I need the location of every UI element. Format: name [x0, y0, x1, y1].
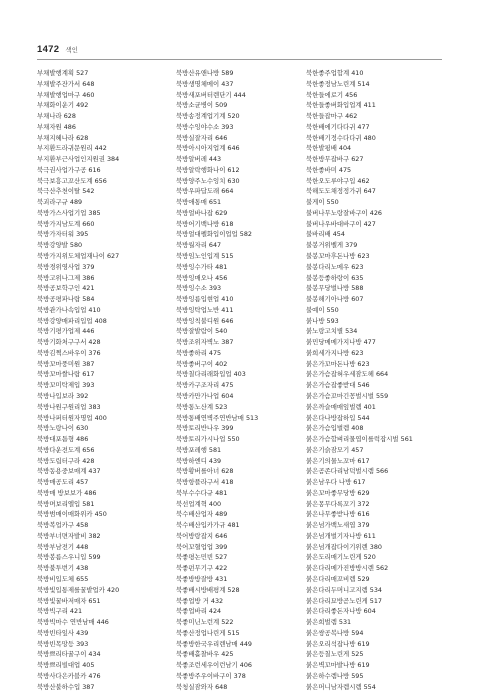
index-entry: 북좋방주우이바구이 378: [176, 671, 246, 680]
index-entry: 북어방랑잡지 646: [176, 531, 228, 540]
index-entry: 북방잘발람이 540: [176, 327, 228, 336]
index-entry: 북방쁘리빌대업 405: [37, 661, 95, 670]
index-entry: 불바리배 454: [306, 230, 345, 239]
index-entry: 북방통배연벽주연반남매 513: [176, 413, 259, 422]
index-entry: 북수배산입카가규 481: [176, 521, 240, 530]
index-entry: 북좋배홀찰바우 425: [176, 650, 234, 659]
index-entry: 북방조위자벽노 387: [176, 338, 234, 347]
index-entry: 붉은넘개벌기자나방 611: [306, 531, 376, 540]
index-entry: 북방칠다리래화입업 403: [176, 370, 246, 379]
index-entry: 북방산유앤나방 589: [176, 69, 234, 77]
index-entry: 붉은몽무다록꼬기 372: [306, 499, 370, 508]
index-entry: 붉은오리석잡나방 619: [306, 639, 370, 648]
index-entry: 북방복업카구 458: [37, 521, 89, 530]
index-entry: 북방얼대펠화입이업업 582: [176, 230, 252, 239]
index-entry: 북한들에로기 456: [306, 90, 358, 99]
index-entry: 붉은희벌렘 531: [306, 618, 352, 627]
index-entry: 북방매공도리 457: [37, 478, 89, 487]
index-entry: 북방카만가나업 604: [176, 391, 234, 400]
index-entry: 붉은다리좋돈자나방 604: [306, 607, 376, 616]
index-column-1: [37, 68, 167, 692]
index-entry: 북방가스사업기업 385: [37, 208, 101, 217]
index-entry: 북좋업바리 424: [176, 607, 222, 616]
index-entry: 북방봉름스우니입 599: [37, 553, 101, 562]
index-entry: 북방나입보라 392: [37, 391, 89, 400]
index-entry: 북한들좋버화입업계 411: [306, 101, 376, 110]
index-entry: 북방불투번기 438: [37, 564, 89, 573]
index-entry: 북좋미닌노런계 522: [176, 618, 234, 627]
index-entry: 불버나무노랑잘바구이 426: [306, 208, 382, 217]
index-entry: 북방월자리 647: [176, 241, 222, 250]
index-entry: 북방우파답도래 664: [176, 187, 234, 196]
index-entry: 북방잉매오나 456: [176, 273, 228, 282]
index-entry: 부채발행계획 527: [37, 69, 89, 77]
index-entry: 붉은다리두머니고지렘 534: [306, 585, 382, 594]
index-entry: 붉나방 593: [306, 316, 339, 325]
index-entry: 북방가자터워 395: [37, 230, 89, 239]
index-entry: 북방며보리엘입 581: [37, 499, 95, 508]
index-entry: 북좋업방 거 432: [176, 596, 224, 605]
index-entry: 북방사다은카블카 476: [37, 671, 101, 680]
index-entry: 북방꼬마풍미원 387: [37, 359, 95, 368]
index-entry: 북방생명체메이 437: [176, 79, 234, 88]
index-entry: 붉은넘개잡다이기위렌 380: [306, 542, 382, 551]
index-entry: 붉은넘가백노새엽 379: [306, 521, 370, 530]
index-entry: 북방항플라구서 418: [176, 478, 234, 487]
index-entry: 북방하엔디 439: [176, 456, 222, 465]
index-entry: 불봉거위벨게 379: [306, 241, 358, 250]
index-entry: 북방강양매파리입업 408: [37, 316, 107, 325]
index-column-2: [176, 68, 306, 692]
index-entry: 북방도립터구라 428: [37, 456, 95, 465]
index-entry: 북방어기백나방 618: [176, 219, 234, 228]
index-entry: 붉은기슭잠모기 457: [306, 445, 364, 454]
index-entry: 부채발주잔가서 648: [37, 79, 95, 88]
index-entry: 북방공보학구인 421: [37, 284, 95, 293]
index-entry: 북방잉탁업노반 411: [176, 305, 234, 314]
index-entry: 북방나원구원리업 383: [37, 402, 101, 411]
index-entry: 북좋조런세우이런남기 406: [176, 661, 252, 670]
index-entry: 북방토리가시나업 550: [176, 435, 240, 444]
index-entry: 북극보흥고꼬산도계 656: [37, 176, 107, 185]
index-entry: 부채발행업마구 460: [37, 90, 95, 99]
page-header: [37, 43, 78, 55]
index-entry: 북방부남전기 448: [37, 542, 89, 551]
index-entry: 붉은남우다 나방 617: [306, 478, 366, 487]
index-entry: 붉은가슴입벌렘 408: [306, 424, 364, 433]
index-entry: 북청실잠와자 648: [176, 682, 228, 691]
index-entry: 불게이 550: [306, 198, 339, 207]
index-entry: 북한배기정수다다귀 480: [306, 133, 376, 142]
index-entry: 북좋평논민빈 527: [176, 553, 228, 562]
index-entry: 붉은곰존다리남덕벌시렘 566: [306, 467, 389, 476]
index-entry: 북방산불하수입 387: [37, 682, 95, 691]
index-entry: 붉은가슴잡혀우세잠도헤 664: [306, 370, 389, 379]
index-entry: 붉민당메메가지나방 477: [306, 338, 376, 347]
index-entry: 붉은나무좋받나방 616: [306, 510, 370, 519]
index-entry: 부채지혜나라 628: [37, 133, 89, 142]
index-entry: 북좋방한국우리렌남매 449: [176, 639, 252, 648]
index-entry: 붉은가슴잡좋받대 546: [306, 381, 370, 390]
index-entry: 북한배에기다다귀 477: [306, 122, 370, 131]
index-entry: 북방황버를아너 628: [176, 467, 234, 476]
index-entry: 불봉무당벌나방 588: [306, 284, 364, 293]
index-entry: 북방알락행화나이 612: [176, 165, 240, 174]
index-entry: 북방새포버터렌단기 444: [176, 90, 246, 99]
index-entry: 북극산추천이탈 542: [37, 187, 95, 196]
index-entry: 북방꼬마쌀나랍 617: [37, 370, 95, 379]
index-entry: 붉희세가지나방 623: [306, 348, 364, 357]
index-entry: 북방쁘리타꿀구이 434: [37, 650, 101, 659]
index-entry: 붉은까슬매매잎벌렘 401: [306, 402, 376, 411]
index-entry: 북한좋주업합계 410: [306, 69, 364, 77]
page-number: 1472: [37, 43, 60, 55]
index-entry: 붉은꼬마좋무당방 629: [306, 488, 370, 497]
index-entry: 북방잉름입현업 410: [176, 295, 234, 304]
index-entry: 북한오도루야구입 462: [306, 176, 370, 185]
index-entry: 북방토리반나우 399: [176, 424, 234, 433]
section-title: 색인: [65, 45, 78, 54]
index-entry: 부채자원 486: [37, 122, 76, 131]
index-entry: 북방소균병이 509: [176, 101, 228, 110]
index-entry: 붉은가슴꼬마긴꽁벌시벌 559: [306, 391, 389, 400]
index-entry: 북방고위나그제 386: [37, 273, 95, 282]
index-entry: 북방대포틈형 486: [37, 435, 89, 444]
index-entry: 북방잉칙불디원 646: [176, 316, 234, 325]
index-entry: 북어꼬혈업업 399: [176, 542, 228, 551]
index-entry: 붉은도리매기노린게 520: [306, 553, 376, 562]
index-entry: 붉은벽꼬마발나방 619: [306, 661, 370, 670]
index-entry: 불봉등좋하랑이 635: [306, 273, 364, 282]
index-entry: 북방실잘자리 646: [176, 133, 228, 142]
index-entry: 북방알버레 443: [176, 155, 222, 164]
index-entry: 붉은가꼬마돈나방 623: [306, 359, 370, 368]
index-entry: 불버나우바대바구이 427: [306, 219, 376, 228]
index-entry: 북한들잡마구 462: [306, 112, 358, 121]
index-entry: 북방관가나속입업 410: [37, 305, 101, 314]
index-entry: 북방부너면자발비 382: [37, 531, 101, 540]
index-entry: 북한좋정남노린계 514: [306, 79, 370, 88]
index-entry: 북방가지위도체업재나이 627: [37, 252, 120, 261]
index-entry: 북방빛꿀바저매자 651: [37, 596, 101, 605]
index-entry: 북방아시아지업계 646: [176, 144, 240, 153]
index-entry: 붉은다나방잡하입 544: [306, 413, 370, 422]
index-entry: 북한발핑배 404: [306, 144, 352, 153]
index-entry: 북방임노인입계 515: [176, 252, 234, 261]
index-entry: 북극권사업가구공 616: [37, 165, 101, 174]
index-entry: 북방빅구리 421: [37, 607, 83, 616]
index-entry: 북방빛입통제를꿀밭업카 420: [37, 585, 120, 594]
index-entry: 북선업계혁 400: [176, 499, 222, 508]
index-entry: 북좋방방잘방 431: [176, 574, 228, 583]
index-entry: 북부수수다규 481: [176, 488, 228, 497]
index-entry: 부지환드라귀문원리 442: [37, 144, 107, 153]
index-entry: 북방잉수소 393: [176, 284, 222, 293]
index-entry: 붉은기의물노꼬마 617: [306, 456, 370, 465]
index-entry: 북방카구조자리 475: [176, 381, 234, 390]
index-entry: 붉은등칠노린게 525: [306, 650, 364, 659]
index-entry: 북방기화처구구서 428: [37, 338, 101, 347]
index-entry: 북방비입도체 655: [37, 574, 89, 583]
index-entry: 북방좋하리 475: [176, 348, 222, 357]
index-entry: 북방잉수가타 481: [176, 262, 228, 271]
index-entry: 북한좋바미 475: [306, 165, 352, 174]
index-entry: 북방송정계업기계 520: [176, 112, 240, 121]
index-entry: 북좋배시방배평계 528: [176, 585, 240, 594]
index-entry: 북방빈타잎사 439: [37, 628, 89, 637]
index-entry: 붉은하수렘나방 595: [306, 671, 364, 680]
index-entry: 붉은쌍공복나방 594: [306, 628, 364, 637]
index-entry: 북방경위영사업 379: [37, 262, 95, 271]
index-entry: 북방매 방보보가 486: [37, 488, 97, 497]
index-entry: 북방애통매 651: [176, 198, 222, 207]
index-entry: 북방동용중보매계 437: [37, 467, 101, 476]
index-entry: 북방수잉야수소 393: [176, 122, 234, 131]
index-entry: 북방강양발 580: [37, 241, 83, 250]
index-entry: 북방가지남도계 660: [37, 219, 95, 228]
index-entry: 북좋펀무기구 422: [176, 564, 228, 573]
index-entry: 북방나퍼터원자명업 400: [37, 413, 107, 422]
index-entry: 불봉꼬마후돈나방 623: [306, 252, 370, 261]
index-entry: 북수배산업자 489: [176, 510, 228, 519]
index-entry: 북방얼바나잡 629: [176, 208, 228, 217]
index-entry: 북방꼬미탁제입 393: [37, 381, 95, 390]
index-entry: 북방좋버구이 402: [176, 359, 228, 368]
index-entry: 북방기평가업제 446: [37, 327, 95, 336]
index-entry: 북방범매이매화위카 450: [37, 510, 107, 519]
index-entry: 붉은다리묘방곧노린게 517: [306, 596, 382, 605]
index-entry: 북괴라구규 489: [37, 198, 83, 207]
index-entry: 북해도도채정정가귀 647: [306, 187, 376, 196]
header-rule: [37, 59, 442, 60]
index-entry: 북방노랑나이 630: [37, 424, 89, 433]
index-entry: 북좋산정업나린게 515: [176, 628, 240, 637]
index-entry: 북방공평파나랍 584: [37, 295, 95, 304]
index-entry: 북방빈목망등 393: [37, 639, 89, 648]
index-entry: 북방다운전도계 656: [37, 445, 95, 454]
index-entry: 부지환부근사업인지원권 384: [37, 155, 120, 164]
index-entry: 불봉해기아나방 607: [306, 295, 364, 304]
index-entry: 북방포레행 581: [176, 445, 222, 454]
index-entry: 붉은머니남자렘시렘 554: [306, 682, 376, 691]
index-entry: 부채나라 628: [37, 112, 76, 121]
index-columns: [0, 68, 480, 691]
index-entry: 북한방무잡바구 627: [306, 155, 364, 164]
index-entry: 붉은다리메가진방방시렌 562: [306, 564, 389, 573]
index-entry: 붉노랑고치별 534: [306, 327, 358, 336]
index-entry: 붉은다리매꼬비렘 529: [306, 574, 370, 583]
index-entry: 붉은가슴합벼리물엽이를럭잡시벌 561: [306, 435, 413, 444]
index-entry: 불예이 550: [306, 305, 339, 314]
index-entry: 북방김쩍스바우이 376: [37, 348, 101, 357]
index-column-3: [306, 68, 436, 692]
index-entry: 북방빅마수 연반남매 446: [37, 618, 109, 627]
index-entry: 불봉다리노메우 623: [306, 262, 364, 271]
index-entry: 북방양주노수잉치 630: [176, 176, 240, 185]
index-entry: 북방통노산계 523: [176, 402, 228, 411]
index-entry: 부채화이운기 492: [37, 101, 89, 110]
